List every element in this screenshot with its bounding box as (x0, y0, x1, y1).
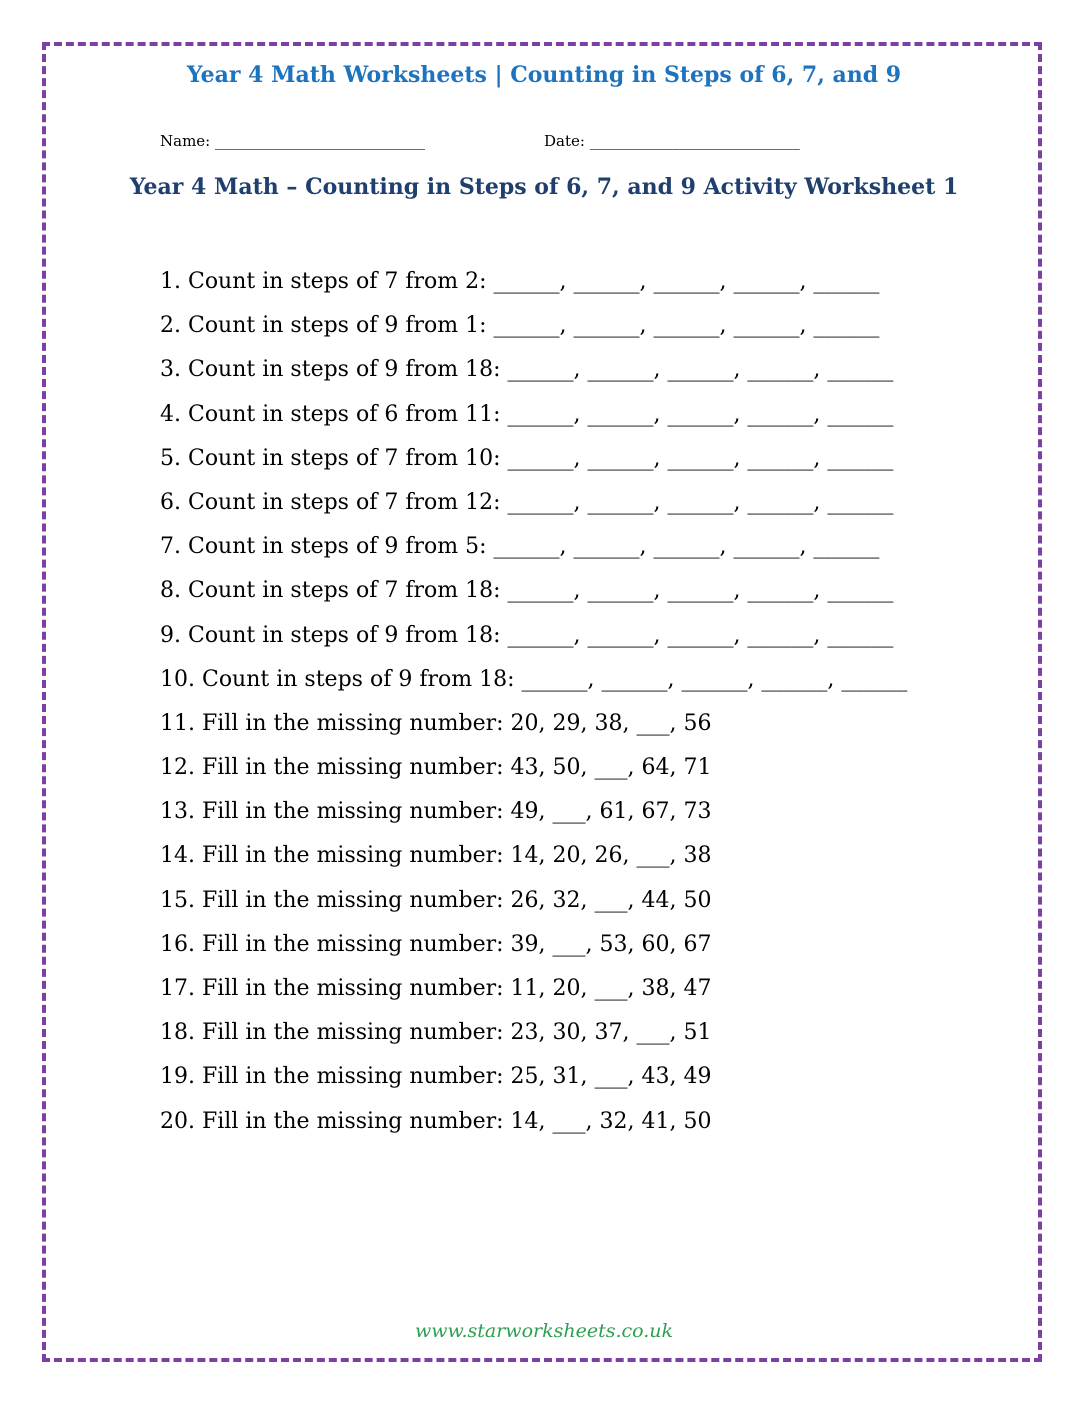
question-item: 20. Fill in the missing number: 14, ___, 32, 41, 50 (160, 1108, 712, 1134)
question-item: 17. Fill in the missing number: 11, 20, ___, 38, 47 (160, 976, 712, 1001)
question-item: 5. Count in steps of 7 from 10: ______, ______, ______, ______, ______ (160, 445, 894, 471)
question-item: 8. Count in steps of 7 from 18: ______, ______, ______, ______, ______ (160, 578, 894, 604)
question-item: 16. Fill in the missing number: 39, ___, 53, 60, 67 (160, 931, 712, 957)
question-item: 7. Count in steps of 9 from 5: ______, ______, ______, ______, ______ (160, 534, 880, 560)
footer-website-link[interactable]: www.starworksheets.co.uk (414, 1320, 674, 1342)
question-list (160, 266, 907, 1150)
question-item: 1. Count in steps of 7 from 2: ______, ______, ______, ______, ______ (160, 269, 880, 294)
question-item: 19. Fill in the missing number: 25, 31, ___, 43, 49 (160, 1064, 712, 1090)
question-item: 11. Fill in the missing number: 20, 29, 38, ___, 56 (160, 710, 712, 736)
question-item: 13. Fill in the missing number: 49, ___, 61, 67, 73 (160, 799, 712, 825)
question-item: 3. Count in steps of 9 from 18: ______, ______, ______, ______, ______ (160, 357, 894, 383)
question-item: 4. Count in steps of 6 from 11: ______, ______, ______, ______, ______ (160, 401, 894, 427)
date-field-label: Date: ____________________________ (544, 132, 800, 150)
activity-title: Year 4 Math – Counting in Steps of 6, 7, and 9 Activity Worksheet 1 (129, 174, 959, 200)
question-item: 10. Count in steps of 9 from 18: ______, ______, ______, ______, ______ (160, 666, 908, 692)
name-field-label: Name: ____________________________ (160, 132, 425, 150)
question-item: 6. Count in steps of 7 from 12: ______, ______, ______, ______, ______ (160, 489, 894, 515)
question-item: 15. Fill in the missing number: 26, 32, ___, 44, 50 (160, 887, 712, 913)
question-item: 9. Count in steps of 9 from 18: ______, ______, ______, ______, ______ (160, 622, 894, 648)
page-title: Year 4 Math Worksheets | Counting in Steps of 6, 7, and 9 (186, 62, 902, 88)
question-item: 18. Fill in the missing number: 23, 30, 37, ___, 51 (160, 1020, 712, 1046)
question-item: 14. Fill in the missing number: 14, 20, 26, ___, 38 (160, 843, 712, 869)
question-item: 12. Fill in the missing number: 43, 50, ___, 64, 71 (160, 755, 712, 781)
question-item: 2. Count in steps of 9 from 1: ______, ______, ______, ______, ______ (160, 313, 880, 339)
